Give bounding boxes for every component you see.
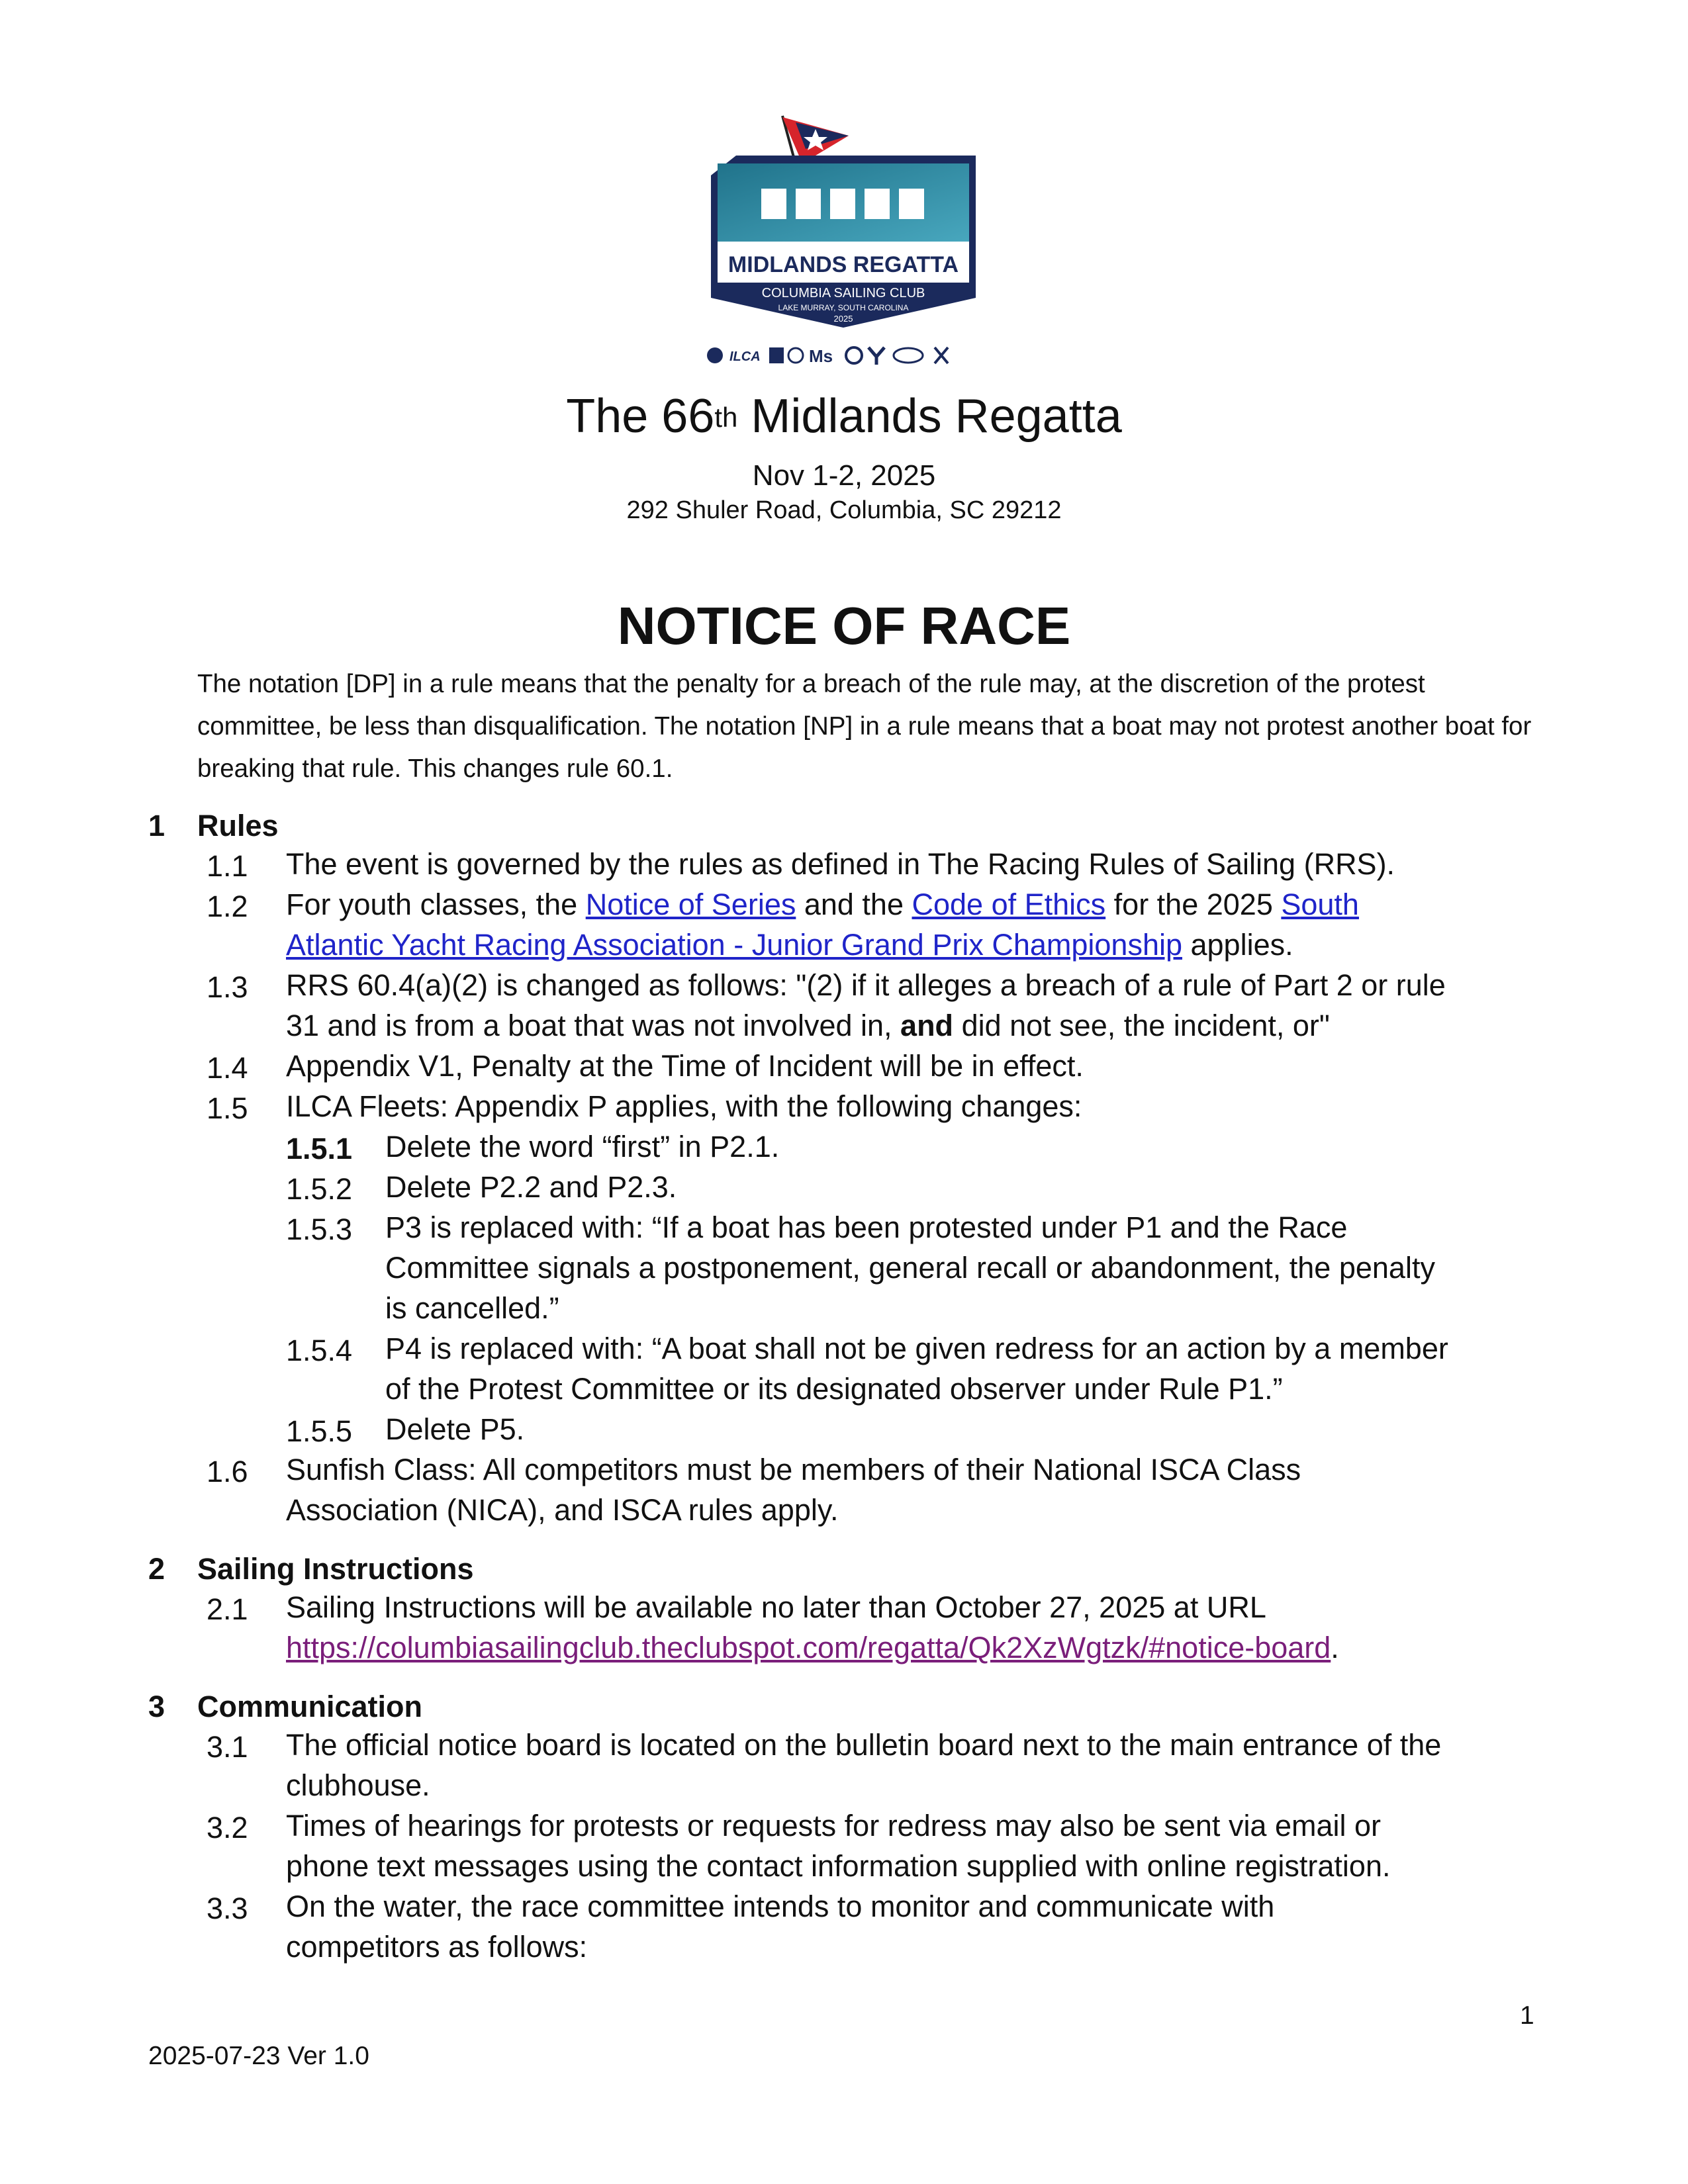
class-logo-icon: [769, 347, 784, 363]
subitem-text: Delete P2.2 and P2.3.: [385, 1170, 677, 1204]
section-number: 2: [148, 1552, 165, 1586]
intro-paragraph: The notation [DP] in a rule means that the penalty for a breach of the rule may, at the discretion of the protest committee, be less than disqualification. The notation [NP] in a rule means that a boat may not protest another boat for breaking that rule. This changes rule 60.1.: [197, 670, 1532, 783]
section-title-communication: Communication: [197, 1690, 423, 1723]
item-number: 1.4: [207, 1051, 248, 1085]
section-number: 3: [148, 1690, 165, 1723]
subitem-number: 1.5.1: [286, 1132, 353, 1165]
class-logo-icon: [707, 347, 723, 363]
logo-club: COLUMBIA SAILING CLUB: [761, 286, 925, 300]
regatta-dates: Nov 1-2, 2025: [752, 459, 936, 492]
item-text: Sunfish Class: All competitors must be members of their National ISCA Class Association (NICA), and ISCA rules apply.: [286, 1453, 1301, 1527]
item-number: 1.6: [207, 1455, 248, 1488]
item-text: The event is governed by the rules as defined in The Racing Rules of Sailing (RRS).: [286, 847, 1395, 881]
subitem-text: Delete P5.: [385, 1412, 525, 1446]
class-logo-icon: [894, 348, 923, 363]
regatta-address: 292 Shuler Road, Columbia, SC 29212: [626, 496, 1062, 524]
subitem-number: 1.5.5: [286, 1414, 353, 1448]
section-title-rules: Rules: [197, 809, 279, 842]
saycra-jgp-link[interactable]: South: [1281, 887, 1359, 921]
subitem-number: 1.5.3: [286, 1212, 353, 1246]
item-text: The official notice board is located on the bulletin board next to the main entrance of the clubhouse.: [286, 1728, 1442, 1802]
notice-of-series-link[interactable]: Notice of Series: [585, 887, 796, 921]
item-number: 1.2: [207, 889, 248, 923]
subitem-number: 1.5.4: [286, 1334, 353, 1367]
section-title-sailing-instructions: Sailing Instructions: [197, 1552, 474, 1586]
page-number: 1: [1520, 2001, 1534, 2030]
class-logo-ms: Ms: [809, 346, 833, 366]
sailing-instructions-url-link[interactable]: https://columbiasailingclub.theclubspot.com/regatta/Qk2XzWgtzk/#notice-board: [286, 1631, 1331, 1664]
class-logo-icon: [868, 347, 884, 365]
code-of-ethics-link[interactable]: Code of Ethics: [912, 887, 1106, 921]
item-text: RRS 60.4(a)(2) is changed as follows: "(2) if it alleges a breach of a rule of Part 2 or rule 31 and is from a boat that was not involved in, and did not see, the incident, or": [286, 968, 1446, 1042]
midlands-regatta-logo: [703, 109, 984, 367]
item-number: 1.1: [207, 849, 248, 883]
class-logo-icon: [846, 347, 862, 363]
item-number: 3.2: [207, 1811, 248, 1844]
subitem-text: Delete the word “first” in P2.1.: [385, 1130, 780, 1163]
item-text: Times of hearings for protests or requests for redress may also be sent via email or phone text messages using the contact information supplied with online registration.: [286, 1809, 1391, 1883]
item-number: 2.1: [207, 1592, 248, 1626]
class-logo-ilca: ILCA: [729, 349, 761, 364]
saycra-jgp-link[interactable]: Atlantic Yacht Racing Association - Junior Grand Prix Championship: [286, 928, 1182, 962]
logo-location: LAKE MURRAY, SOUTH CAROLINA: [778, 303, 909, 312]
class-logo-icon: [935, 347, 948, 363]
item-text: For youth classes, the Notice of Series and the Code of Ethics for the 2025 South Atlantic Yacht Racing Association - Junior Grand Prix Championship applies.: [286, 887, 1359, 962]
item-number: 1.5: [207, 1091, 248, 1125]
subitem-number: 1.5.2: [286, 1172, 353, 1206]
item-text: ILCA Fleets: Appendix P applies, with the following changes:: [286, 1089, 1082, 1123]
notice-title: NOTICE OF RACE: [617, 596, 1071, 655]
regatta-title: The 66th Midlands Regatta: [566, 390, 1122, 443]
logo-name: MIDLANDS REGATTA: [727, 252, 959, 277]
class-logo-icon: [788, 348, 803, 363]
section-number: 1: [148, 809, 165, 842]
item-number: 3.3: [207, 1891, 248, 1925]
item-number: 3.1: [207, 1730, 248, 1764]
item-text: On the water, the race committee intends to monitor and communicate with competitors as follows:: [286, 1889, 1275, 1964]
subitem-text: P4 is replaced with: “A boat shall not be given redress for an action by a member of the Protest Committee or its designated observer under Rule P1.”: [385, 1332, 1448, 1406]
subitem-text: P3 is replaced with: “If a boat has been protested under P1 and the Race Committee signals a postponement, general recall or abandonment, the penalty is cancelled.”: [385, 1210, 1435, 1325]
document-version: 2025-07-23 Ver 1.0: [148, 2042, 369, 2070]
item-text: Sailing Instructions will be available no later than October 27, 2025 at URL https://columbiasailingclub.theclubspot.com/regatta/Qk2XzWgtzk/#notice-board.: [286, 1590, 1339, 1664]
logo-year: 2025: [833, 314, 853, 324]
item-text: Appendix V1, Penalty at the Time of Incident will be in effect.: [286, 1049, 1084, 1083]
item-number: 1.3: [207, 970, 248, 1004]
